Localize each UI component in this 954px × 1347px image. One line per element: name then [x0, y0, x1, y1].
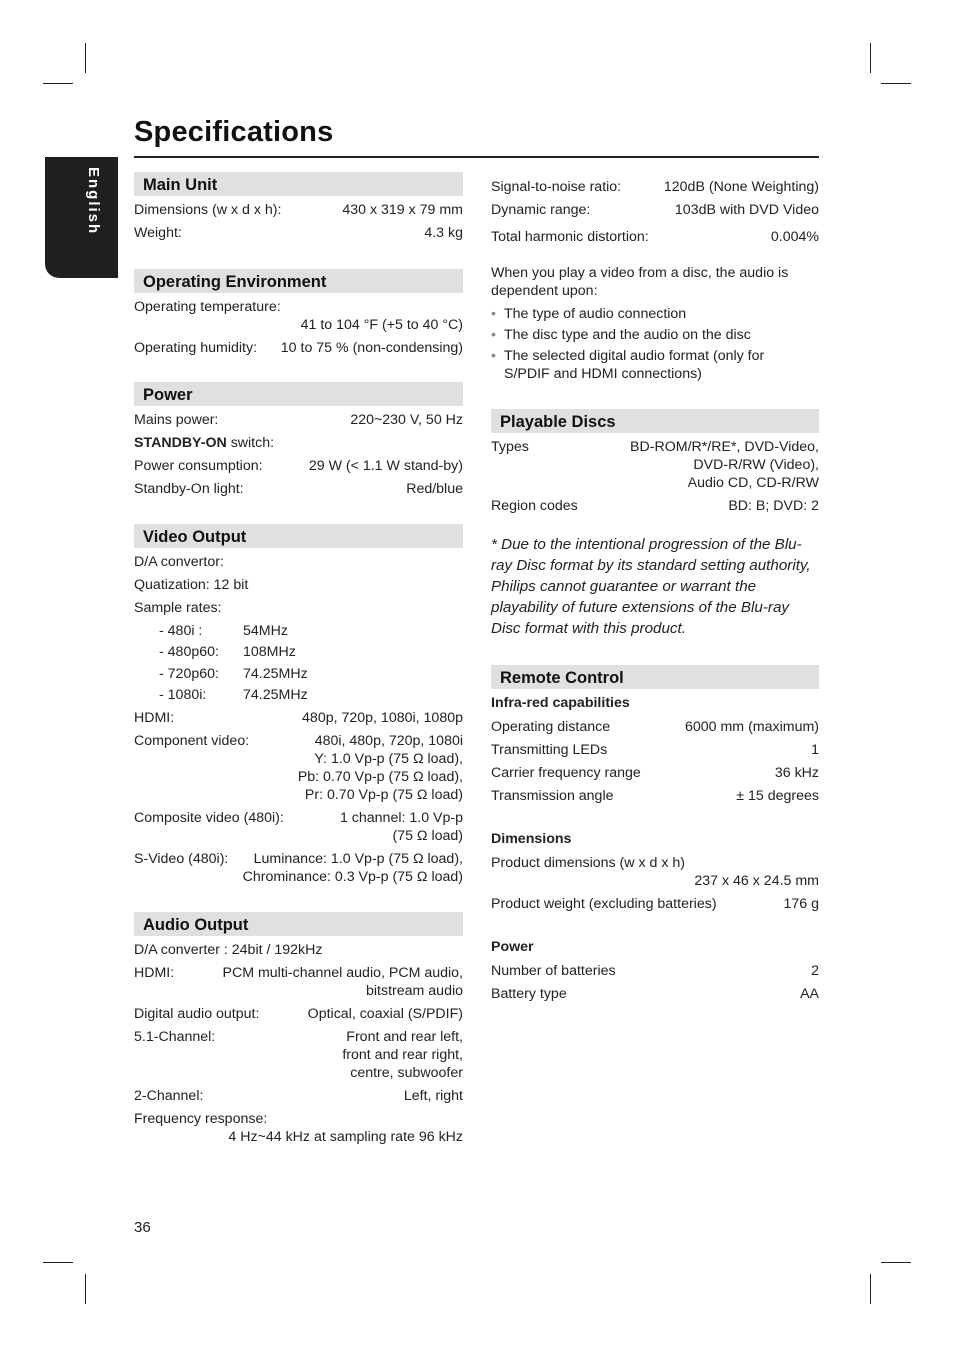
component-line: Pb: 0.70 Vp-p (75 Ω load), — [297, 768, 463, 785]
crop-mark — [43, 83, 73, 84]
ch51-values — [134, 1046, 463, 1082]
spec-value: Chrominance: 0.3 Vp-p (75 Ω load) — [242, 868, 463, 885]
spec-value: 4 Hz~44 kHz at sampling rate 96 kHz — [228, 1128, 463, 1145]
crop-mark — [881, 83, 911, 84]
spec-value: 237 x 46 x 24.5 mm — [694, 873, 819, 889]
dependency-intro: When you play a video from a disc, the audio is dependent upon: — [491, 265, 789, 299]
list-item — [491, 326, 819, 344]
bullet-icon: • — [491, 306, 496, 322]
spec-row — [491, 764, 819, 782]
language-tab — [45, 157, 118, 278]
spec-value: 220~230 V, 50 Hz — [350, 412, 463, 428]
spec-value: 1 — [811, 742, 819, 758]
spec-row — [134, 1005, 463, 1023]
spec-row — [134, 809, 463, 827]
spec-label: S-Video (480i): — [134, 850, 229, 867]
list-item — [491, 305, 819, 323]
spec-value: BD: B; DVD: 2 — [728, 498, 819, 514]
crop-mark — [85, 1274, 86, 1304]
spec-value: 2 — [811, 963, 819, 979]
spec-text: D/A convertor: — [134, 554, 224, 570]
spec-label: Product dimensions (w x d x h) — [491, 855, 685, 871]
spec-label: Operating temperature: — [134, 299, 281, 315]
ch51-line: front and rear right, — [342, 1046, 463, 1063]
spec-value: 0.004% — [770, 229, 819, 245]
spec-label: Region codes — [491, 498, 578, 514]
section-heading: Audio Output — [134, 912, 463, 936]
sample-rate-mode: - 1080i: — [159, 686, 207, 703]
list-item — [491, 347, 819, 383]
spec-label: HDMI: — [134, 964, 175, 981]
ch51-line: centre, subwoofer — [350, 1064, 463, 1081]
spec-row — [134, 964, 463, 982]
spec-label: Standby-On light: — [134, 481, 244, 497]
spec-row — [491, 718, 819, 736]
crop-mark — [870, 43, 871, 73]
left-column — [134, 172, 463, 1151]
spec-label: Dimensions (w x d x h): — [134, 202, 282, 218]
crop-mark — [85, 43, 86, 73]
sample-rate-value: 54MHz — [243, 623, 288, 639]
spec-row — [491, 201, 819, 219]
spec-label: Dynamic range: — [491, 202, 591, 218]
spec-label: Number of batteries — [491, 963, 616, 979]
disc-type-line: DVD-R/RW (Video), — [693, 457, 819, 473]
spec-label: Signal-to-noise ratio: — [491, 179, 622, 195]
disc-types — [630, 438, 819, 492]
component-line: Y: 1.0 Vp-p (75 Ω load), — [314, 750, 463, 767]
standby-bold: STANDBY-ON — [134, 435, 227, 451]
spec-value: 176 g — [783, 896, 819, 912]
spec-value: 4.3 kg — [424, 225, 463, 241]
spec-label: 2-Channel: — [134, 1087, 204, 1104]
spec-text: Quatization: 12 bit — [134, 577, 249, 593]
spec-label: Operating distance — [491, 719, 611, 735]
spec-label: Total harmonic distortion: — [491, 229, 649, 245]
page-title: Specifications — [134, 116, 334, 148]
spec-row — [134, 411, 463, 429]
spec-value: Front and rear left, — [346, 1028, 463, 1045]
spec-label: Power consumption: — [134, 458, 263, 474]
spec-row — [491, 787, 819, 805]
spec-value: AA — [800, 986, 819, 1002]
spec-value: 1 channel: 1.0 Vp-p — [339, 809, 463, 826]
spec-row — [491, 178, 819, 196]
spec-label: Carrier frequency range — [491, 765, 641, 781]
standby-switch-label — [134, 434, 463, 452]
spec-value: Optical, coaxial (S/PDIF) — [307, 1005, 463, 1022]
spec-row — [134, 850, 463, 868]
spec-value: 6000 mm (maximum) — [684, 719, 819, 735]
spec-label: Digital audio output: — [134, 1005, 260, 1022]
sample-rate-row — [134, 643, 463, 661]
spec-value: PCM multi-channel audio, PCM audio, — [222, 964, 463, 981]
spec-value: bitstream audio — [366, 982, 463, 999]
spec-label: Operating humidity: — [134, 340, 258, 356]
spec-label: Frequency response: — [134, 1110, 268, 1127]
sample-rate-value: 74.25MHz — [243, 665, 308, 682]
section-heading: Operating Environment — [134, 269, 463, 293]
section-heading: Power — [134, 382, 463, 406]
component-line: Pr: 0.70 Vp-p (75 Ω load) — [304, 786, 463, 803]
spec-row — [134, 1028, 463, 1046]
spec-label: Product weight (excluding batteries) — [491, 896, 717, 912]
spec-row — [134, 457, 463, 475]
sample-rate-mode: - 480i : — [159, 623, 203, 639]
spec-row — [134, 709, 463, 727]
spec-label: Transmitting LEDs — [491, 742, 608, 758]
disc-type-line: Audio CD, CD-R/RW — [687, 475, 819, 491]
spec-label: Mains power: — [134, 412, 219, 428]
right-column — [491, 178, 819, 1008]
spec-value: Red/blue — [406, 481, 463, 497]
spec-label: Transmission angle — [491, 788, 614, 804]
list-item-text: The disc type and the audio on the disc — [504, 327, 751, 343]
footnote: * Due to the intentional progression of the Blu-ray Disc format by its standard setting authority, Philips cannot guarantee or warrant the playability of future extensions of the Blu-ray Disc format with this product. — [491, 536, 811, 637]
spec-value: 103dB with DVD Video — [674, 202, 819, 218]
spec-value: Left, right — [403, 1087, 463, 1104]
spec-label: Composite video (480i): — [134, 809, 284, 826]
spec-row — [491, 985, 819, 1003]
section-heading: Playable Discs — [491, 409, 819, 433]
bullet-icon: • — [491, 348, 496, 364]
spec-label: 5.1-Channel: — [134, 1028, 216, 1045]
crop-mark — [43, 1262, 73, 1263]
spec-row — [134, 1087, 463, 1105]
spec-value: 10 to 75 % (non-condensing) — [280, 340, 463, 356]
sample-rate-row — [134, 622, 463, 640]
spec-row — [491, 228, 819, 246]
spec-row — [491, 895, 819, 913]
standby-rest: switch: — [226, 435, 275, 451]
subheading: Dimensions — [491, 831, 572, 847]
sample-rate-value: 108MHz — [243, 644, 296, 661]
sample-rate-value: 74.25MHz — [243, 686, 308, 703]
spec-label: Battery type — [491, 986, 567, 1002]
spec-label: HDMI: — [134, 709, 175, 726]
subheading: Infra-red capabilities — [491, 695, 630, 711]
spec-row — [491, 962, 819, 980]
title-rule — [134, 156, 819, 158]
spec-label: Weight: — [134, 225, 182, 241]
spec-row — [491, 438, 819, 492]
sample-rate-mode: - 720p60: — [159, 665, 219, 682]
section-heading: Main Unit — [134, 172, 463, 196]
spec-row — [491, 497, 819, 515]
crop-mark — [870, 1274, 871, 1304]
spec-text: D/A converter : 24bit / 192kHz — [134, 941, 323, 958]
spec-value: 430 x 319 x 79 mm — [342, 202, 463, 218]
list-item-text: The selected digital audio format (only for S/PDIF and HDMI connections) — [504, 348, 765, 382]
spec-value: 29 W (< 1.1 W stand-by) — [308, 458, 463, 474]
spec-value: 480p, 720p, 1080i, 1080p — [302, 709, 463, 726]
spec-label: Component video: — [134, 732, 250, 749]
spec-value: 120dB (None Weighting) — [663, 179, 819, 195]
sample-rate-row — [134, 665, 463, 683]
sample-rate-row — [134, 686, 463, 704]
spec-value: (75 Ω load) — [392, 827, 463, 844]
sample-rate-mode: - 480p60: — [159, 644, 219, 661]
spec-value: ± 15 degrees — [736, 788, 819, 804]
spec-row — [134, 224, 463, 242]
spec-value: Luminance: 1.0 Vp-p (75 Ω load), — [253, 850, 463, 867]
list-item-text: The type of audio connection — [504, 306, 687, 322]
disc-type-line: BD-ROM/R*/RE*, DVD-Video, — [630, 439, 819, 455]
section-heading: Video Output — [134, 524, 463, 548]
spec-label: Types — [491, 439, 529, 455]
spec-row — [491, 741, 819, 759]
spec-row — [134, 732, 463, 750]
spec-value: 36 kHz — [774, 765, 819, 781]
spec-value: 480i, 480p, 720p, 1080i — [314, 732, 463, 749]
bullet-icon: • — [491, 327, 496, 343]
spec-row — [134, 201, 463, 219]
language-tab-label: English — [85, 167, 102, 236]
section-heading: Remote Control — [491, 665, 819, 689]
spec-text: Sample rates: — [134, 600, 222, 616]
page-number: 36 — [134, 1219, 151, 1236]
spec-value: 41 to 104 °F (+5 to 40 °C) — [300, 317, 463, 333]
component-values — [134, 750, 463, 804]
spec-row — [134, 480, 463, 498]
spec-row — [134, 339, 463, 357]
crop-mark — [881, 1262, 911, 1263]
subheading: Power — [491, 939, 534, 955]
